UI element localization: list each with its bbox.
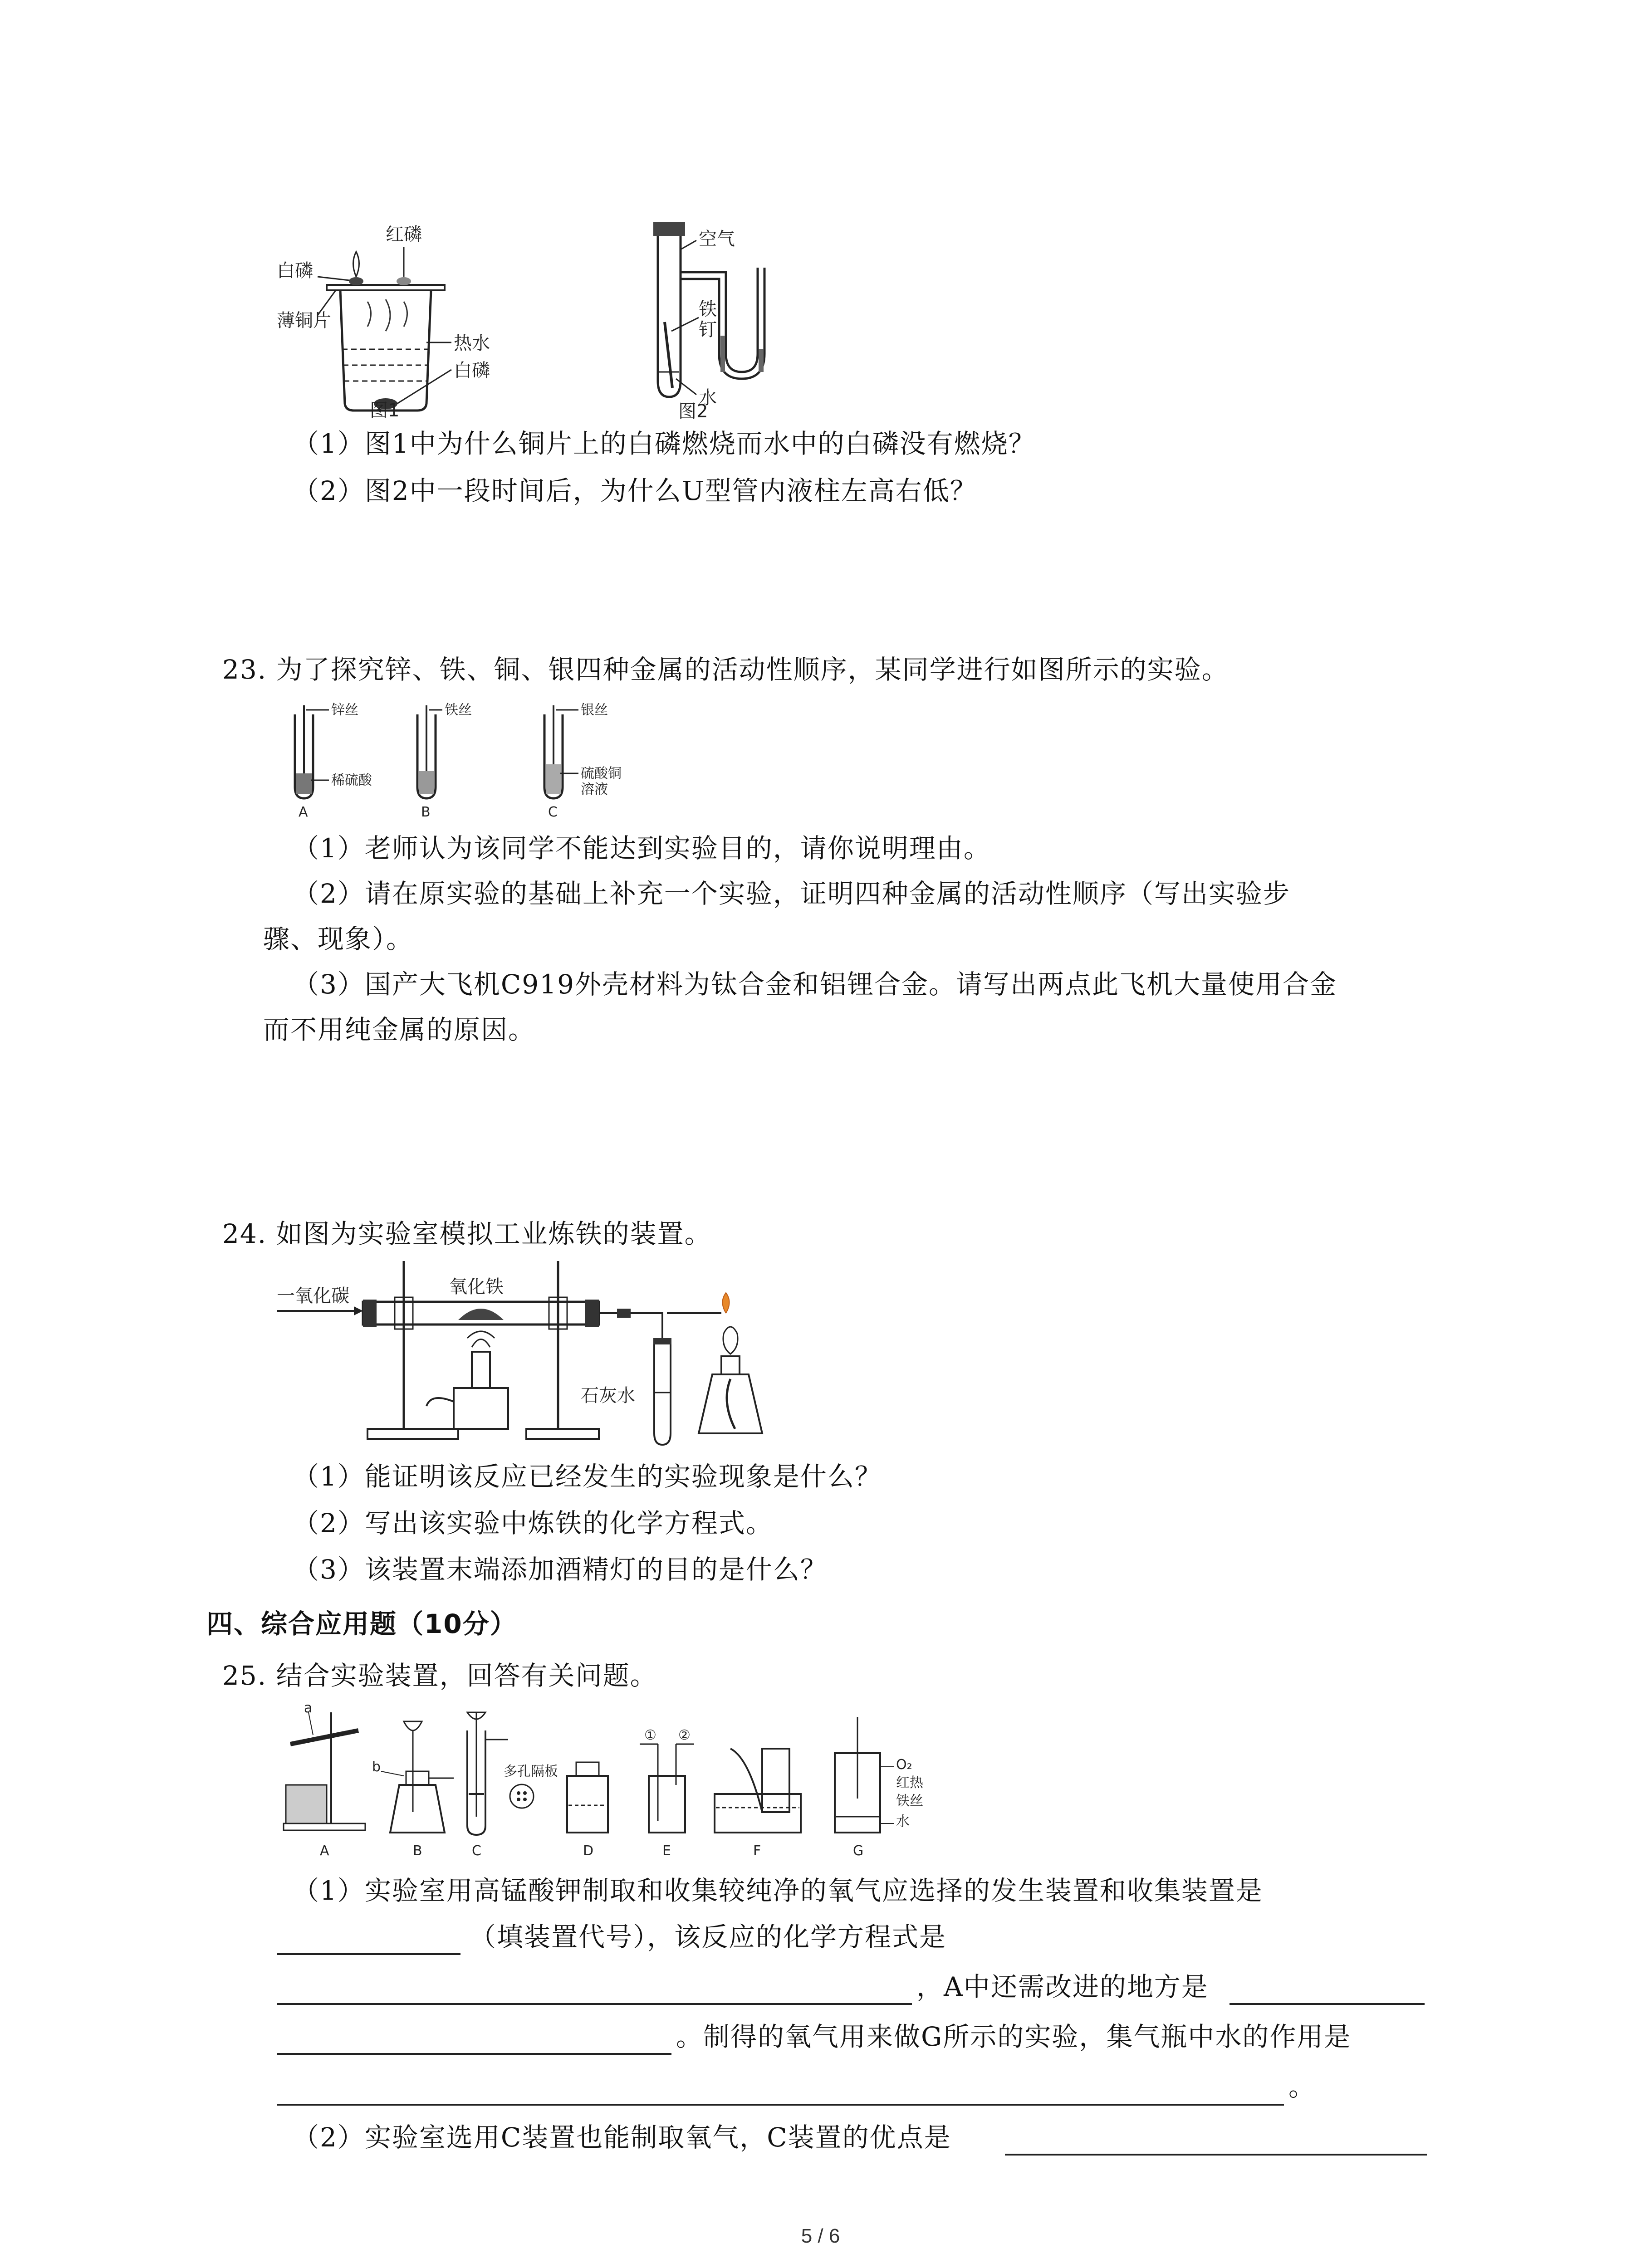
- iron-smelting-apparatus-diagram: [272, 1256, 808, 1456]
- label-tube-c: C: [548, 804, 558, 820]
- q25-sub1-line1: （1）实验室用高锰酸钾制取和收集较纯净的氧气应选择的发生装置和收集装置是: [293, 1875, 1263, 1906]
- label-copper-plate: 薄铜片: [277, 310, 331, 331]
- q22-figure-2: [635, 218, 817, 422]
- label-iron: 铁: [699, 299, 717, 320]
- label-hot-water: 热水: [454, 333, 490, 354]
- label-silver-wire: 银丝: [581, 702, 608, 718]
- label-iron-wire: 铁丝: [896, 1793, 923, 1809]
- q25-sub1-line4: 。制得的氧气用来做G所示的实验，集气瓶中水的作用是: [676, 2021, 1352, 2052]
- label-white-phosphorus-top: 白磷: [277, 260, 313, 281]
- section-heading: 四、综合应用题（10分）: [206, 1608, 517, 1639]
- q22-sub1: （1）图1中为什么铜片上的白磷燃烧而水中的白磷没有燃烧？: [293, 428, 1036, 459]
- label-iron-wire: 铁丝: [445, 702, 472, 718]
- label-water: 水: [896, 1813, 910, 1829]
- label-solution: 溶液: [581, 782, 608, 797]
- label-port-2: ②: [678, 1727, 691, 1743]
- q25-stem: 25. 结合实验装置，回答有关问题。: [222, 1660, 657, 1691]
- answer-blank-improvement-2[interactable]: [277, 2053, 671, 2055]
- label-limewater: 石灰水: [581, 1385, 635, 1406]
- label-air: 空气: [699, 229, 735, 249]
- label-apparatus-d: D: [583, 1843, 594, 1859]
- answer-blank-c-advantage[interactable]: [1005, 2154, 1427, 2156]
- answer-blank-equation[interactable]: [277, 2003, 912, 2005]
- label-red-phosphorus: 红磷: [386, 224, 422, 245]
- q25-figure: [277, 1703, 985, 1864]
- q22-figure-1: [272, 213, 526, 422]
- label-tube-b: B: [421, 804, 431, 820]
- q24-stem: 24. 如图为实验室模拟工业炼铁的装置。: [222, 1218, 712, 1249]
- label-dilute-sulfuric-acid: 稀硫酸: [331, 772, 372, 788]
- label-red-hot: 红热: [896, 1775, 923, 1791]
- figure2-caption: 图2: [678, 401, 708, 422]
- q25-sub1-line2: （填装置代号），该反应的化学方程式是: [470, 1921, 947, 1952]
- q24-sub1: （1）能证明该反应已经发生的实验现象是什么？: [293, 1461, 882, 1492]
- label-apparatus-a: A: [320, 1843, 329, 1859]
- label-zinc-wire: 锌丝: [331, 702, 358, 718]
- beaker-diagram: [272, 213, 526, 422]
- label-apparatus-c: C: [472, 1843, 481, 1859]
- label-oxygen: O₂: [896, 1757, 912, 1773]
- u-tube-diagram: [635, 218, 817, 422]
- label-iron-oxide: 氧化铁: [449, 1276, 504, 1297]
- label-water: 水: [699, 387, 717, 408]
- label-copper-sulfate: 硫酸铜: [581, 766, 622, 782]
- q25-sub1-end: 。: [1288, 2071, 1316, 2102]
- label-porous-plate: 多孔隔板: [504, 1764, 558, 1779]
- label-port-1: ①: [644, 1727, 656, 1743]
- q22-sub2: （2）图2中一段时间后，为什么U型管内液柱左高右低？: [293, 475, 977, 506]
- q23-sub2-line1: （2）请在原实验的基础上补充一个实验，证明四种金属的活动性顺序（写出实验步: [293, 878, 1290, 909]
- q24-sub3: （3）该装置末端添加酒精灯的目的是什么？: [293, 1554, 828, 1585]
- three-test-tubes-diagram: [286, 696, 676, 826]
- label-tube-a: A: [299, 804, 308, 820]
- q23-sub3-line2: 而不用纯金属的原因。: [263, 1014, 536, 1045]
- figure1-caption: 图1: [370, 400, 400, 421]
- label-apparatus-e: E: [662, 1843, 671, 1859]
- answer-blank-improvement-1[interactable]: [1230, 2003, 1425, 2005]
- label-apparatus-f: F: [753, 1843, 761, 1859]
- label-apparatus-g: G: [853, 1843, 864, 1859]
- q25-sub2: （2）实验室选用C装置也能制取氧气，C装置的优点是: [293, 2122, 951, 2153]
- label-white-phosphorus-bottom: 白磷: [454, 360, 490, 381]
- q23-sub1: （1）老师认为该同学不能达到实验目的，请你说明理由。: [293, 833, 991, 864]
- label-b: b: [372, 1759, 381, 1775]
- q23-sub3-line1: （3）国产大飞机C919外壳材料为钛合金和铝锂合金。请写出两点此飞机大量使用合金: [293, 969, 1337, 1000]
- q23-stem: 23. 为了探究锌、铁、铜、银四种金属的活动性顺序，某同学进行如图所示的实验。: [222, 654, 1229, 685]
- label-a: a: [304, 1703, 313, 1716]
- q24-figure: [272, 1256, 808, 1456]
- answer-blank-apparatus[interactable]: [277, 1953, 460, 1955]
- answer-blank-water-purpose[interactable]: [277, 2104, 1284, 2106]
- q25-sub1-line3: ，A中还需改进的地方是: [916, 1971, 1209, 2002]
- page-number: 5 / 6: [801, 2225, 840, 2247]
- lab-apparatus-set-diagram: [277, 1703, 985, 1864]
- label-apparatus-b: B: [413, 1843, 422, 1859]
- q24-sub2: （2）写出该实验中炼铁的化学方程式。: [293, 1508, 773, 1539]
- label-nail: 钉: [699, 319, 717, 340]
- label-carbon-monoxide: 一氧化碳: [277, 1286, 349, 1306]
- q23-figure: [286, 696, 676, 826]
- q23-sub2-line2: 骤、现象）。: [263, 924, 414, 954]
